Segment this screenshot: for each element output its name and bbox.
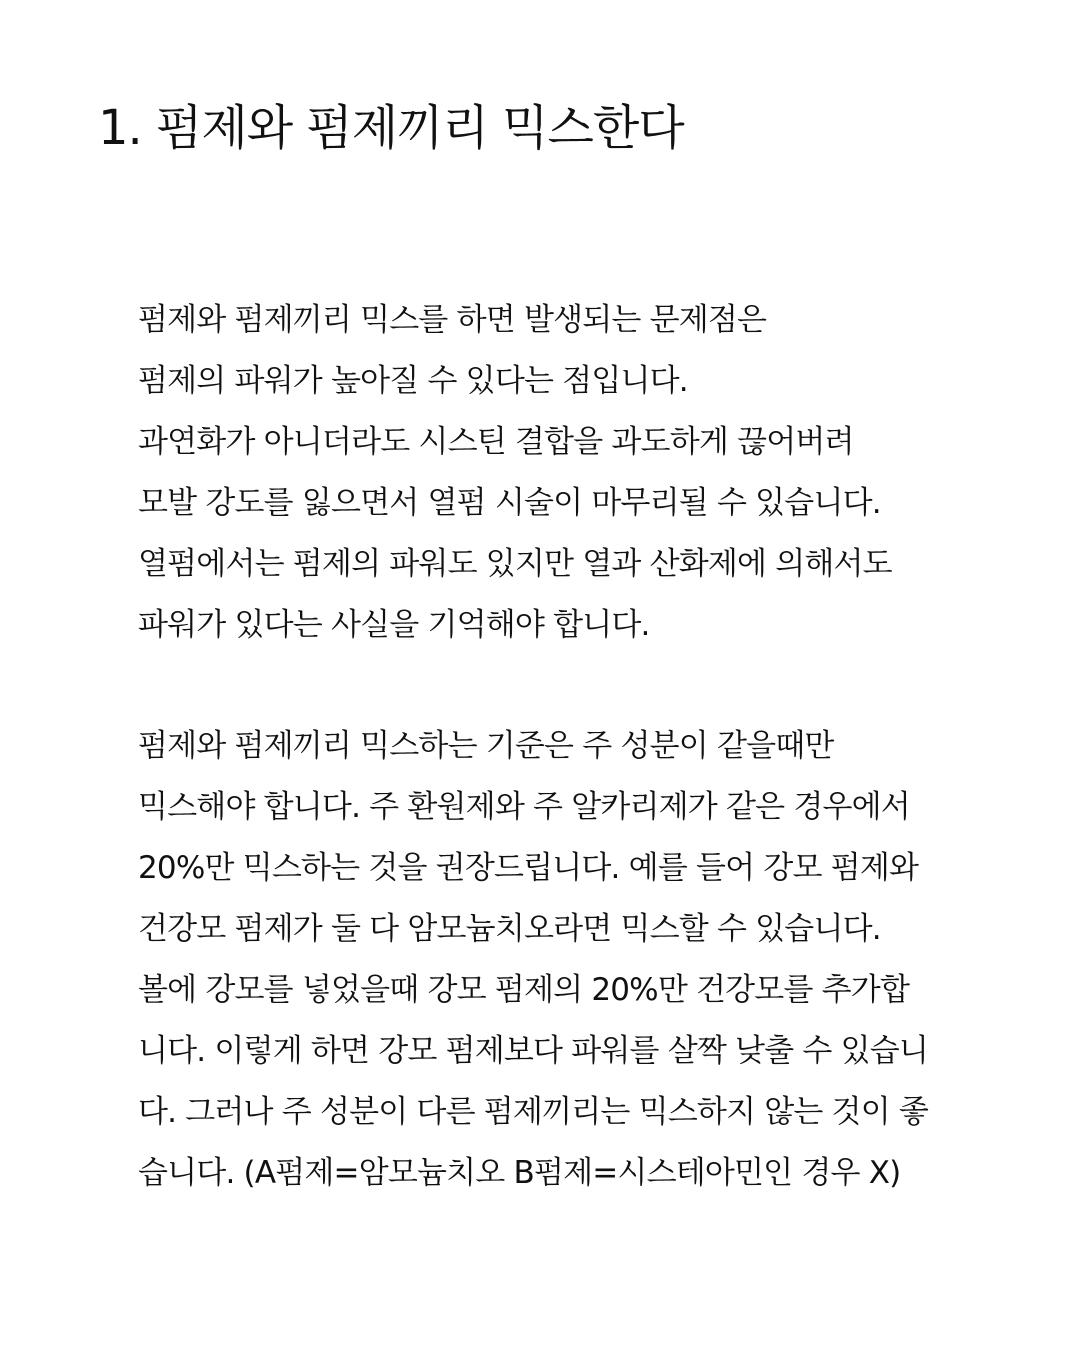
text-line: 펌제와 펌제끼리 믹스를 하면 발생되는 문제점은	[138, 302, 767, 338]
text-line: 건강모 펌제가 둘 다 암모늄치오라면 믹스할 수 있습니다.	[138, 911, 881, 947]
text-line: 다. 그러나 주 성분이 다른 펌제끼리는 믹스하지 않는 것이 좋	[138, 1094, 929, 1130]
paragraph-1	[138, 290, 1018, 656]
text-line: 20%만 믹스하는 것을 권장드립니다. 예를 들어 강모 펌제와	[138, 850, 919, 886]
text-line: 니다. 이렇게 하면 강모 펌제보다 파워를 살짝 낮출 수 있습니	[138, 1033, 929, 1069]
text-line: 습니다. (A펌제=암모늄치오 B펌제=시스테아민인 경우 X)	[138, 1155, 901, 1191]
text-line: 파워가 있다는 사실을 기억해야 합니다.	[138, 607, 650, 643]
text-line: 볼에 강모를 넣었을때 강모 펌제의 20%만 건강모를 추가합	[138, 972, 910, 1008]
text-line: 펌제와 펌제끼리 믹스하는 기준은 주 성분이 같을때만	[138, 728, 834, 764]
text-line: 펌제의 파워가 높아질 수 있다는 점입니다.	[138, 363, 688, 399]
paragraph-2	[138, 716, 1018, 1204]
text-line: 열펌에서는 펌제의 파워도 있지만 열과 산화제에 의해서도	[138, 546, 892, 582]
text-line: 과연화가 아니더라도 시스틴 결합을 과도하게 끊어버려	[138, 424, 854, 460]
text-line: 믹스해야 합니다. 주 환원제와 주 알카리제가 같은 경우에서	[138, 789, 910, 825]
section-heading: 1. 펌제와 펌제끼리 믹스한다	[98, 100, 684, 156]
text-line: 모발 강도를 잃으면서 열펌 시술이 마무리될 수 있습니다.	[138, 485, 881, 521]
